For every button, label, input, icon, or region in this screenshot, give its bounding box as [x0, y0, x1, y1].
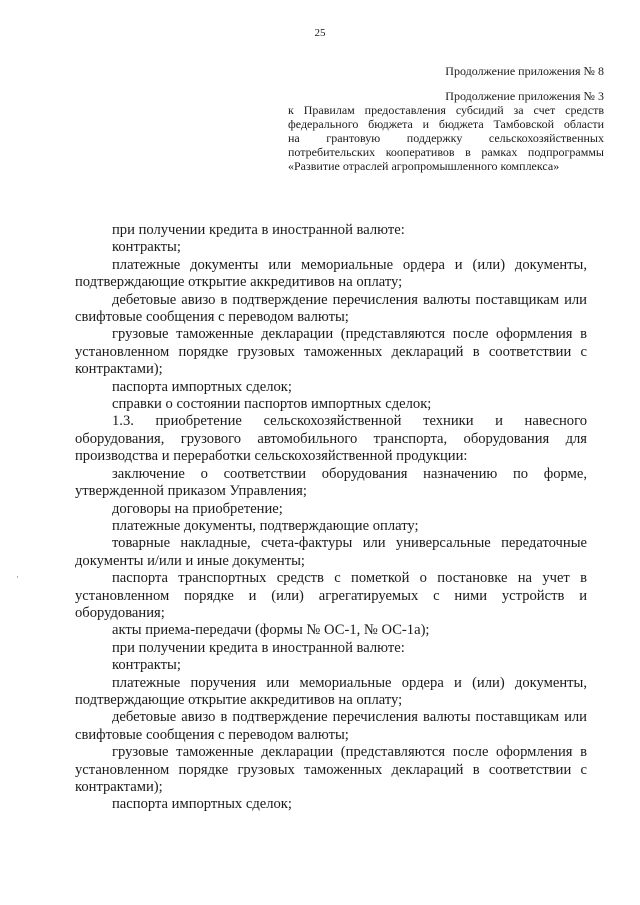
paragraph: товарные накладные, счета-фактуры или универсальные передаточные документы и/или и иные документы; [75, 535, 587, 569]
paragraph: платежные документы или мемориальные ордера и (или) документы, подтверждающие открытие аккредитивов на оплату; [75, 256, 587, 291]
appendix-8-continuation: Продолжение приложения № 8 [445, 64, 604, 78]
margin-mark: · [16, 572, 19, 582]
paragraph: дебетовые авизо в подтверждение перечисления валюты поставщикам или свифтовые сообщения с переводом валюты; [75, 291, 587, 326]
rules-line: «Развитие отраслей агропромышленного комплекса» [288, 159, 560, 173]
paragraph: паспорта импортных сделок; [112, 378, 292, 395]
paragraph: 1.3. приобретение сельскохозяйственной техники и навесного оборудования, грузового автомобильного транспорта, оборудования для производства и переработки сельскохозяйственной продукции: [75, 413, 587, 465]
rules-reference [288, 103, 604, 173]
rules-line: на грантовую поддержку сельскохозяйственных [288, 131, 604, 145]
paragraph: при получении кредита в иностранной валюте: [112, 639, 405, 656]
paragraph: платежные поручения или мемориальные ордера и (или) документы, подтверждающие открытие аккредитивов на оплату; [75, 674, 587, 708]
document-body [75, 222, 587, 814]
paragraph: грузовые таможенные декларации (представляются после оформления в установленном порядке грузовых таможенных деклараций в соответствии с контрактами); [75, 326, 587, 378]
paragraph: грузовые таможенные декларации (представляются после оформления в установленном порядке грузовых таможенных деклараций в соответствии с контрактами); [75, 744, 587, 795]
paragraph: контракты; [112, 239, 181, 256]
paragraph: справки о состоянии паспортов импортных сделок; [112, 396, 432, 413]
paragraph: при получении кредита в иностранной валюте: [112, 222, 405, 238]
appendix-3-continuation: Продолжение приложения № 3 [445, 89, 604, 103]
paragraph: акты приема-передачи (формы № ОС-1, № ОС-1а); [112, 622, 430, 639]
paragraph: паспорта импортных сделок; [112, 796, 292, 813]
paragraph: дебетовые авизо в подтверждение перечисления валюты поставщикам или свифтовые сообщения с переводом валюты; [75, 709, 587, 743]
rules-line: к Правилам предоставления субсидий за счет средств [288, 103, 604, 117]
paragraph: контракты; [112, 657, 181, 674]
paragraph: договоры на приобретение; [112, 500, 283, 517]
rules-line: потребительских кооперативов в рамках подпрограммы [288, 145, 604, 159]
paragraph: паспорта транспортных средств с пометкой о постановке на учет в установленном порядке и (или) агрегатируемых с ними устройств и оборудования; [75, 570, 587, 621]
paragraph: платежные документы, подтверждающие оплату; [112, 517, 419, 534]
page-number: 25 [314, 27, 326, 39]
paragraph: заключение о соответствии оборудования назначению по форме, утвержденной приказом Управления; [75, 465, 587, 500]
rules-line: федерального бюджета и бюджета Тамбовской области [288, 117, 604, 131]
